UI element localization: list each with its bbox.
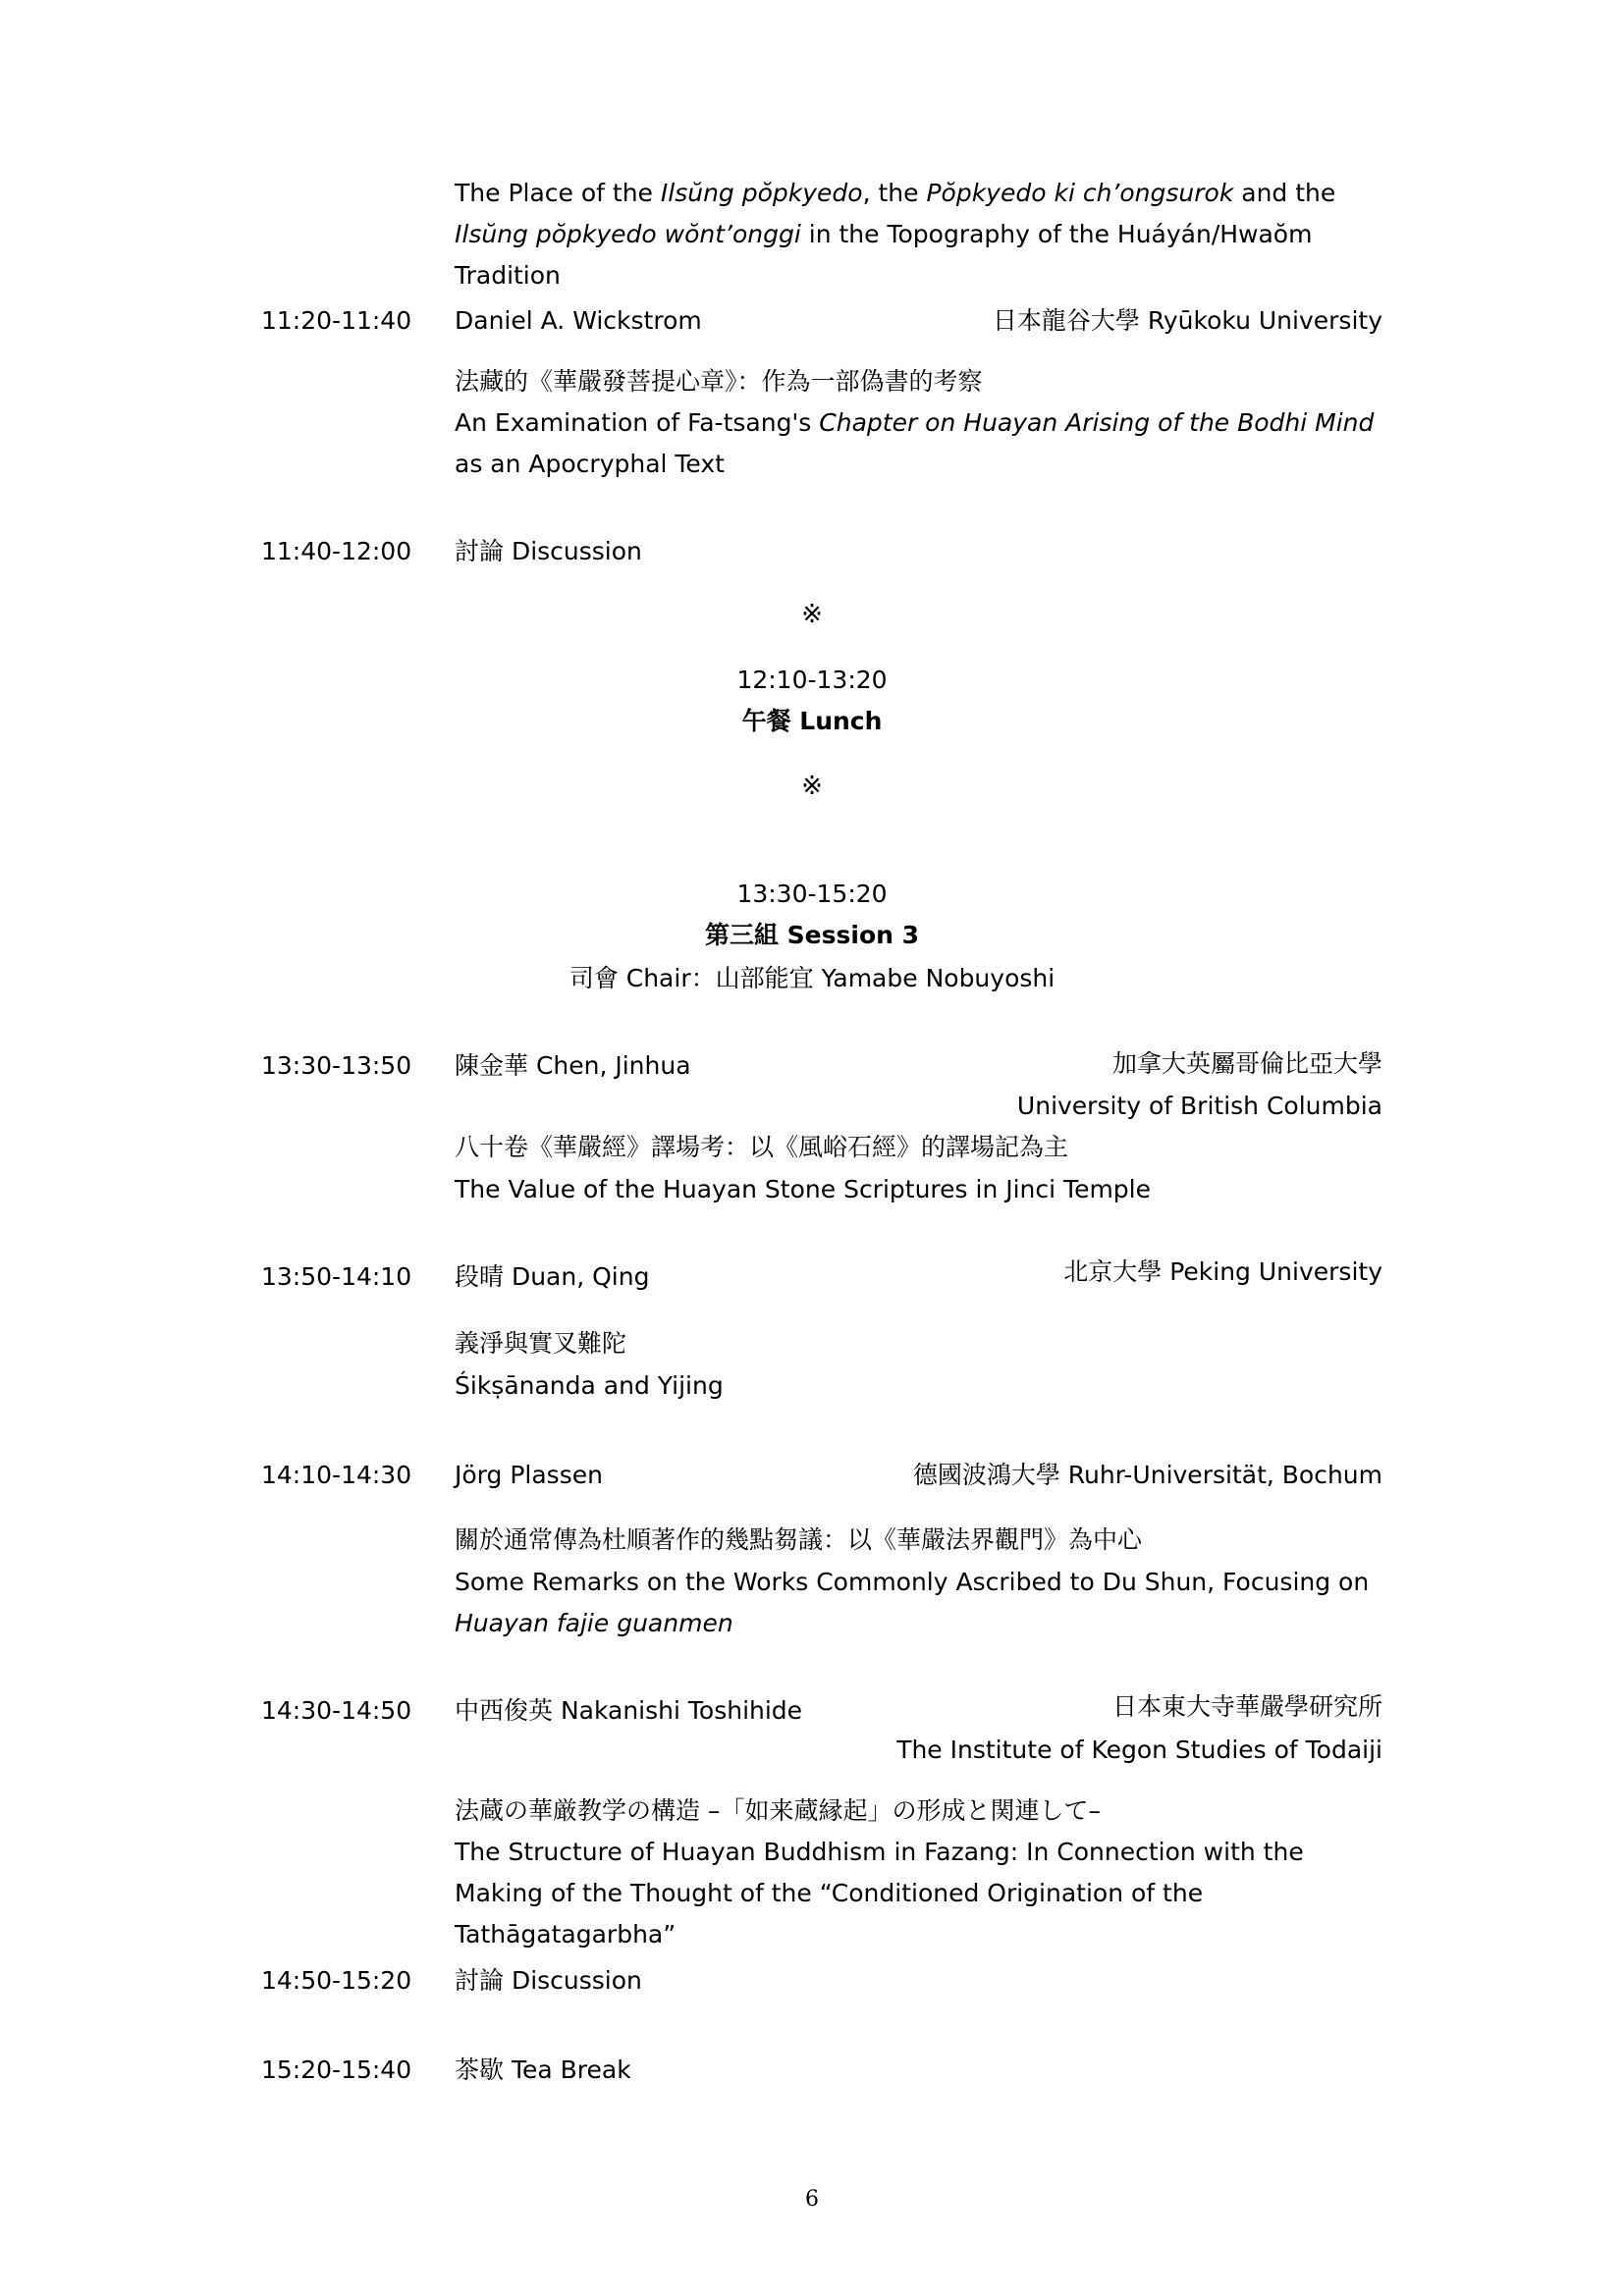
paper-title-zh: 八十卷《華嚴經》譯場考：以《風峪石經》的譯場記為主 [455, 1133, 1069, 1161]
speaker-affiliation-zh: 日本東大寺華嚴學研究所 [1111, 1692, 1382, 1721]
speaker-name: 陳金華 Chen, Jinhua [455, 1051, 691, 1080]
paper-title-zh: 法藏的《華嚴發菩提心章》：作為一部偽書的考察 [455, 367, 983, 396]
time-slot: 13:30-13:50 [261, 1051, 412, 1080]
time-slot: 14:50-15:20 [261, 1966, 412, 1995]
discussion-label: 討論 Discussion [455, 1966, 642, 1995]
time-slot: 14:30-14:50 [261, 1696, 412, 1725]
discussion-label: 討論 Discussion [455, 537, 642, 565]
paper-title-en: The Value of the Huayan Stone Scriptures in Jinci Temple [455, 1175, 1151, 1203]
lunch-label: 午餐 Lunch [741, 707, 883, 735]
time-slot: 11:20-11:40 [261, 306, 412, 335]
speaker-affiliation-en: University of British Columbia [1016, 1092, 1382, 1120]
session-chair: 司會 Chair：山部能宜 Yamabe Nobuyoshi [568, 964, 1056, 992]
time-slot: 13:50-14:10 [261, 1262, 412, 1291]
speaker-affiliation: 北京大學 Peking University [1063, 1257, 1382, 1286]
paper-title-en: Śikṣānanda and Yijing [455, 1371, 724, 1400]
paper-title-en: An Examination of Fa-tsang's Chapter on Huayan Arising of the Bodhi Mind as an Apocryphal Text [455, 408, 1375, 478]
paper-title-zh: 關於通常傳為杜順著作的幾點芻議：以《華嚴法界觀門》為中心 [455, 1525, 1143, 1554]
page-number: 6 [805, 2187, 819, 2212]
time-slot: 14:10-14:30 [261, 1461, 412, 1489]
speaker-name: 中西俊英 Nakanishi Toshihide [455, 1696, 803, 1725]
speaker-name: 段晴 Duan, Qing [455, 1262, 650, 1291]
separator-mark: ※ [801, 600, 823, 629]
session-title: 第三組 Session 3 [704, 921, 920, 949]
paper-title-en: The Structure of Huayan Buddhism in Fazang: In Connection with the Making of the Thought of the “Conditioned Origination of the Tathāgatagarbha” [455, 1838, 1304, 1949]
time-slot: 15:20-15:40 [261, 2056, 412, 2084]
time-slot: 11:40-12:00 [261, 537, 412, 565]
separator-mark: ※ [801, 772, 823, 801]
speaker-name: Jörg Plassen [455, 1461, 603, 1489]
speaker-affiliation-zh: 加拿大英屬哥倫比亞大學 [1111, 1049, 1382, 1078]
speaker-affiliation: 日本龍谷大學 Ryūkoku University [992, 306, 1382, 335]
paper-title-zh: 義淨與實叉難陀 [455, 1329, 627, 1358]
lunch-time: 12:10-13:20 [736, 666, 888, 694]
intro-paper-title: The Place of the Ilsŭng pŏpkyedo, the Pŏpkyedo ki ch’ongsurok and the Ilsŭng pŏpkyedo wŏnt’onggi in the Topography of the Huáyán/Hwaŏm Tradition [455, 179, 1336, 290]
paper-title-en: Some Remarks on the Works Commonly Ascribed to Du Shun, Focusing on Huayan fajie guanmen [455, 1568, 1370, 1637]
session-time: 13:30-15:20 [736, 880, 888, 908]
paper-title-ja: 法蔵の華厳教学の構造 –「如来蔵縁起」の形成と関連して– [455, 1796, 1101, 1825]
speaker-affiliation: 德國波鴻大學 Ruhr-Universität, Bochum [912, 1461, 1382, 1489]
speaker-name: Daniel A. Wickstrom [455, 306, 702, 335]
speaker-affiliation-en: The Institute of Kegon Studies of Todaiji [896, 1735, 1382, 1764]
tea-break-label: 茶歇 Tea Break [455, 2056, 631, 2084]
